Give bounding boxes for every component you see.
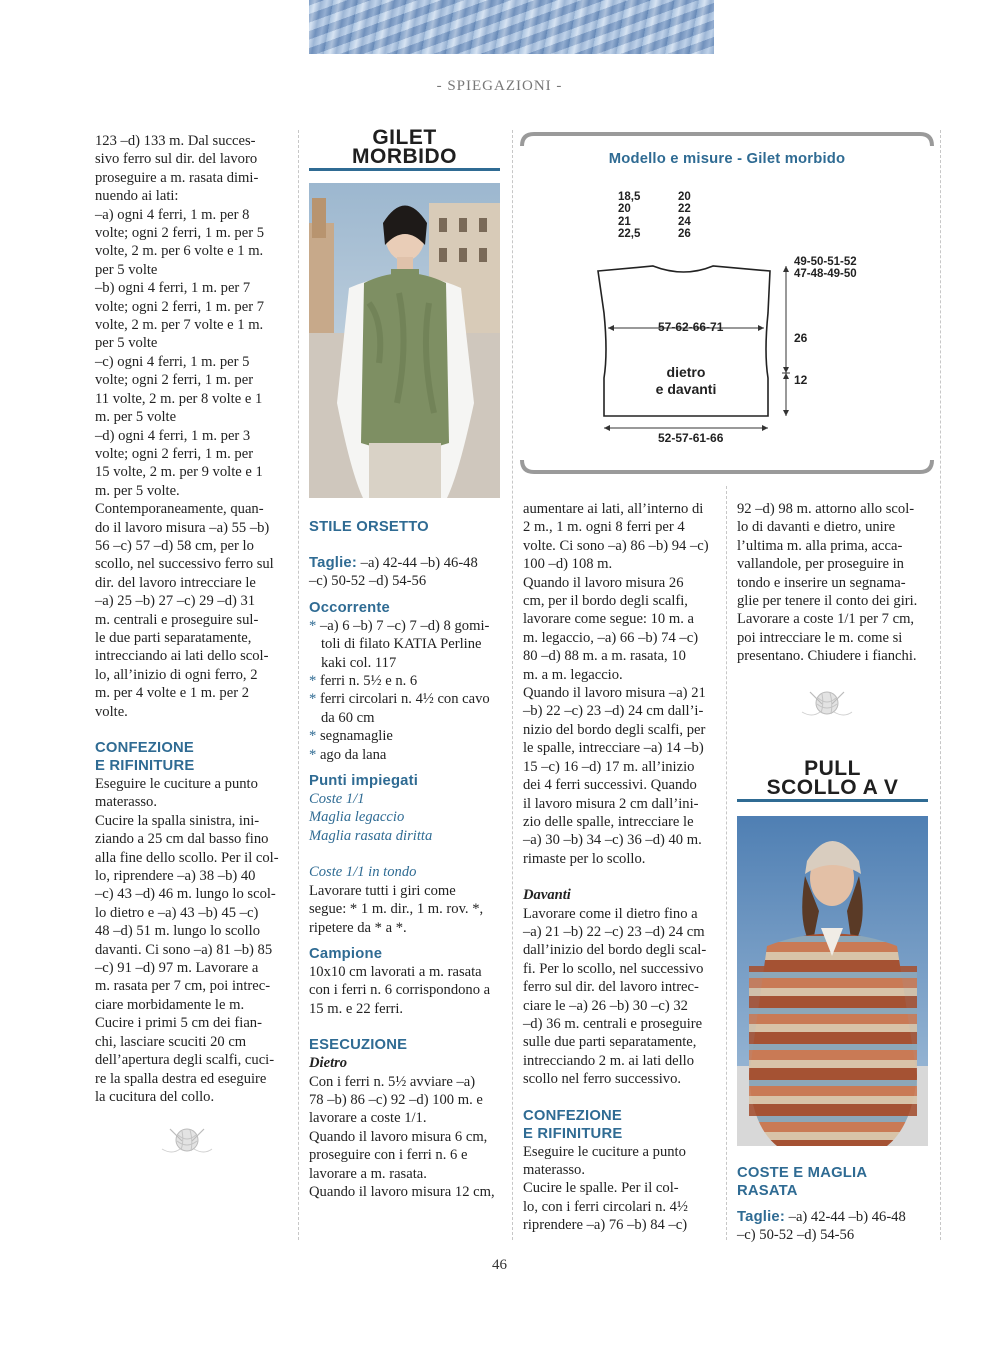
text-line: volte; ogni 2 ferri, 1 m. per: [95, 445, 254, 462]
taglie-value: –a) 42-44 –b) 46-48: [357, 555, 478, 571]
text-line: 11 volte, 2 m. per 8 volte e 1: [95, 390, 263, 407]
bottom-height-label: 12: [794, 373, 808, 387]
confezione-heading: [95, 739, 286, 775]
bottom-width-label: 52-57-61-66: [658, 431, 724, 445]
text-line: lavorare a m. rasata.: [309, 1165, 427, 1182]
text-line: l’ultima m. alla prima, acca-: [737, 537, 903, 554]
column-4: [737, 500, 928, 666]
text-line: lo, all’inizio di ogni ferro, 2: [95, 666, 258, 683]
text-line: la cucitura del collo.: [95, 1088, 215, 1105]
title-line: GILET: [372, 126, 437, 149]
text-line: materasso.: [95, 794, 158, 811]
text-line: m. per 4 volte e 1 m. per 2: [95, 685, 250, 702]
occorrente-item: [309, 746, 500, 764]
col3-confezione-text: [523, 1143, 714, 1235]
armhole-height-label: 26: [794, 331, 808, 345]
text-line: volte. Ci sono –a) 86 –b) 94 –c): [523, 537, 709, 554]
confezione-heading-line: CONFEZIONE: [95, 740, 195, 756]
pull-photo: [737, 816, 928, 1146]
text-line: re la spalla destra ed eseguire: [95, 1070, 267, 1087]
text-line: 80 –d) 88 m. a m. rasata, 10: [523, 648, 686, 665]
text-line: Quando il lavoro misura 12 cm,: [309, 1183, 495, 1200]
occorrente-heading: Occorrente: [309, 599, 390, 616]
text-line: dir. del lavoro intrecciare le: [95, 574, 256, 591]
text-line: sivo ferro sul dir. del lavoro: [95, 151, 258, 168]
yarn-ball-icon: [160, 1125, 214, 1155]
text-line: nuendo ai lati:: [95, 188, 179, 205]
davanti-text: [523, 905, 714, 1089]
style-heading: STILE ORSETTO: [309, 519, 429, 535]
taglie-label: Taglie:: [309, 555, 357, 571]
text-line: –d) 36 m. centrali e proseguire: [523, 1015, 703, 1032]
piece-label-line: e davanti: [655, 381, 717, 397]
size-diagram: [518, 128, 936, 478]
piece-label-line: dietro: [666, 364, 706, 380]
text-line: segue: * 1 m. dir., 1 m. rov. *,: [309, 901, 484, 918]
text-line: –a) 21 –b) 22 –c) 23 –d) 24 cm: [523, 923, 705, 940]
coste-text: [309, 882, 500, 937]
text-line: m. legaccio, –a) 66 –b) 74 –c): [523, 629, 699, 646]
dietro-text: [309, 1073, 500, 1202]
text-line: Lavorare come il dietro fino a: [523, 905, 698, 922]
text-line: 22,5: [618, 227, 641, 240]
text-line: intrecciando 2 m. ai lati dello: [523, 1052, 695, 1069]
text-line: 100 –d) 108 m.: [523, 556, 613, 573]
taglie-value: –a) 42-44 –b) 46-48: [785, 1209, 906, 1225]
occorrente-list: [309, 617, 500, 764]
davanti-heading: Davanti: [523, 887, 571, 904]
section-label: - SPIEGAZIONI -: [436, 78, 563, 94]
title-underline: [737, 799, 928, 802]
punti-heading: Punti impiegati: [309, 773, 419, 790]
text-line: 15 –c) 16 –d) 17 m. all’inizio: [523, 758, 695, 775]
text-line: volte; ogni 2 ferri, 1 m. per: [95, 372, 254, 389]
text-line: rimaste per lo scollo.: [523, 850, 646, 867]
text-line: –c) 91 –d) 97 m. Lavorare a: [95, 960, 259, 977]
occorrente-text: ferri circolari n. 4½ con cavo da 60 cm: [319, 691, 490, 726]
page-number: 46: [492, 1257, 507, 1273]
text-line: 78 –b) 86 –c) 92 –d) 100 m. e: [309, 1091, 483, 1108]
col1-confezione-text: [95, 775, 286, 1106]
gilet-title: [309, 128, 500, 166]
text-line: scollo, nel successivo ferro sul: [95, 556, 274, 573]
text-line: m. centrali e proseguire sul-: [95, 611, 259, 628]
total-length-labels: [794, 256, 857, 281]
text-line: –a) 25 –b) 27 –c) 29 –d) 31: [95, 593, 256, 610]
length-label: 47-48-49-50: [794, 268, 857, 281]
text-line: presentano. Chiudere i fianchi.: [737, 648, 917, 665]
confezione-heading-line: E RIFINITURE: [523, 1125, 623, 1142]
campione-text: [309, 963, 500, 1018]
text-line: dei 4 ferri successivi. Quando: [523, 777, 697, 794]
column-divider: [512, 130, 513, 1240]
title-underline: [309, 168, 500, 171]
text-line: ripetere da * a *.: [309, 919, 407, 936]
text-line: m. per 5 volte.: [95, 482, 180, 499]
text-line: 18,5: [618, 191, 641, 203]
column-2: [309, 518, 500, 1201]
text-line: Cucire le spalle. Per il col-: [523, 1180, 679, 1197]
text-line: –a) 30 –b) 34 –c) 36 –d) 40 m.: [523, 832, 702, 849]
text-line: volte.: [95, 703, 128, 720]
yarn-ball-icon: [800, 688, 854, 718]
text-line: scollo nel ferro successivo.: [523, 1071, 682, 1088]
taglie-value: –c) 50-52 –d) 54-56: [309, 573, 427, 590]
text-line: lo dietro e –a) 43 –b) 45 –c): [95, 904, 259, 921]
occorrente-item: [309, 672, 500, 690]
text-line: –b) ogni 4 ferri, 1 m. per 7: [95, 280, 251, 297]
text-line: poi intrecciare le m. come si: [737, 629, 903, 646]
confezione-heading-line: E RIFINITURE: [95, 758, 195, 774]
text-line: lo, riprendere –a) 38 –b) 40: [95, 868, 256, 885]
text-line: proseguire con i ferri n. 6 e: [309, 1147, 468, 1164]
column-4-specs: [737, 1164, 928, 1245]
confezione-heading-2: [523, 1107, 714, 1143]
text-line: Quando il lavoro misura –a) 21: [523, 685, 706, 702]
punto-item: Maglia rasata diritta: [309, 827, 433, 844]
text-line: ciare morbidamente le m.: [95, 996, 245, 1013]
column-3: [523, 500, 714, 1235]
text-line: Eseguire le cuciture a punto: [523, 1143, 686, 1160]
text-line: –a) ogni 4 ferri, 1 m. per 8: [95, 206, 250, 223]
text-line: 20: [678, 191, 691, 203]
col4-instructions: [737, 500, 928, 666]
column-divider: [726, 486, 727, 1240]
esecuzione-heading: ESECUZIONE: [309, 1037, 408, 1054]
text-line: 22: [678, 203, 691, 216]
text-line: volte, 2 m. per 6 volte e 1 m.: [95, 243, 264, 260]
text-line: 24: [678, 215, 691, 228]
text-line: 15 m. e 22 ferri.: [309, 1000, 404, 1017]
column-1: [95, 132, 286, 1106]
taglie: [309, 554, 500, 572]
column-divider: [940, 130, 941, 1240]
text-line: lo di davanti e dietro, unire: [737, 519, 896, 536]
occorrente-text: –a) 6 –b) 7 –c) 7 –d) 8 gomi- toli di filato KATIA Perline kaki col. 117: [319, 617, 490, 671]
title-line: MORBIDO: [352, 145, 457, 168]
text-line: volte; ogni 2 ferri, 1 m. per 5: [95, 225, 265, 242]
text-line: Lavorare tutti i giri come: [309, 882, 456, 899]
occorrente-text: segnamaglie: [319, 728, 393, 745]
text-line: ziando a 25 cm dal basso fino: [95, 831, 269, 848]
text-line: riprendere –a) 76 –b) 84 –c): [523, 1217, 688, 1234]
text-line: con i ferri n. 6 corrispondono a: [309, 982, 491, 999]
text-line: Con i ferri n. 5½ avviare –a): [309, 1073, 476, 1090]
text-line: Contemporaneamente, quan-: [95, 501, 264, 518]
knit-texture-banner: [309, 0, 714, 54]
bullet-icon: *: [309, 617, 320, 634]
piece-label: [636, 364, 736, 398]
text-line: fi. Per lo scollo, nel successivo: [523, 960, 704, 977]
text-line: sulle due parti separatamente,: [523, 1034, 697, 1051]
text-line: m. a m. legaccio.: [523, 666, 623, 683]
text-line: per 5 volte: [95, 335, 158, 352]
text-line: davanti. Ci sono –a) 81 –b) 85: [95, 941, 273, 958]
text-line: 26: [678, 227, 691, 240]
bullet-icon: *: [309, 673, 320, 690]
text-line: vallandole, per proseguire in: [737, 556, 904, 573]
campione-heading: Campione: [309, 945, 383, 962]
style-heading: COSTE E MAGLIA RASATA: [737, 1165, 867, 1199]
text-line: 92 –d) 98 m. attorno allo scol-: [737, 501, 915, 517]
text-line: cm, per il bordo degli scalfi,: [523, 593, 688, 610]
text-line: 15 volte, 2 m. per 9 volte e 1: [95, 464, 263, 481]
punto-item: Coste 1/1: [309, 791, 365, 808]
col3-instructions: [523, 500, 714, 868]
text-line: –b) 22 –c) 23 –d) 24 cm dall’i-: [523, 703, 704, 720]
occorrente-item: [309, 727, 500, 745]
text-line: 10x10 cm lavorati a m. rasata: [309, 963, 482, 980]
text-line: Cucire la spalla sinistra, ini-: [95, 812, 260, 829]
text-line: do il lavoro misura –a) 55 –b): [95, 519, 270, 536]
neck-width-labels: [678, 191, 691, 240]
coste-heading: Coste 1/1 in tondo: [309, 864, 417, 881]
text-line: Quando il lavoro misura 26: [523, 574, 684, 591]
text-line: 56 –c) 57 –d) 58 cm, per lo: [95, 537, 254, 554]
bullet-icon: *: [309, 691, 320, 708]
title-line: SCOLLO A V: [766, 776, 899, 799]
text-line: le spalle, intrecciare –a) 14 –b): [523, 740, 704, 757]
text-line: Cucire i primi 5 cm dei fian-: [95, 1015, 262, 1032]
text-line: ciare le –a) 26 –b) 30 –c) 32: [523, 997, 688, 1014]
text-line: dall’inizio del bordo degli scal-: [523, 942, 707, 959]
text-line: chi, lasciare scuciti 20 cm: [95, 1033, 247, 1050]
chest-width-label: 57-62-66-71: [658, 320, 724, 334]
length-label: 49-50-51-52: [794, 256, 857, 268]
text-line: 20: [618, 203, 631, 216]
taglie-label: Taglie:: [737, 1209, 785, 1225]
dietro-heading: Dietro: [309, 1055, 348, 1072]
bullet-icon: *: [309, 746, 320, 763]
text-line: 123 –d) 133 m. Dal succes-: [95, 133, 256, 149]
occorrente-item: [309, 617, 500, 672]
text-line: 2 m., 1 m. ogni 8 ferri per 4: [523, 519, 685, 536]
text-line: per 5 volte: [95, 261, 158, 278]
text-line: lo, con i ferri circolari n. 4½: [523, 1198, 688, 1215]
text-line: volte, 2 m. per 7 volte e 1 m.: [95, 317, 264, 334]
col1-instructions: [95, 132, 286, 721]
diagram-title: Modello e misure - Gilet morbido: [608, 151, 846, 167]
text-line: intrecciando ai lati dello scol-: [95, 648, 269, 665]
occorrente-item: [309, 690, 500, 727]
column-divider: [298, 130, 299, 1240]
text-line: le due parti separatamente,: [95, 629, 252, 646]
text-line: tondo e inserire un segnama-: [737, 574, 906, 591]
text-line: nizio del bordo degli scalfi, per: [523, 721, 706, 738]
punto-item: Maglia legaccio: [309, 809, 405, 826]
text-line: dell’apertura degli scalfi, cuci-: [95, 1052, 275, 1069]
text-line: aumentare ai lati, all’interno di: [523, 501, 704, 517]
text-line: volte; ogni 2 ferri, 1 m. per 7: [95, 298, 265, 315]
text-line: ferro sul dir. del lavoro intrec-: [523, 979, 699, 996]
text-line: 48 –d) 51 m. lungo lo scollo: [95, 923, 260, 940]
gilet-photo: [309, 183, 500, 498]
text-line: alla fine dello scollo. Per il col-: [95, 849, 279, 866]
pull-title: [737, 759, 928, 797]
text-line: 21: [618, 215, 631, 228]
text-line: il lavoro misura 2 cm dall’ini-: [523, 795, 699, 812]
text-line: m. per 5 volte: [95, 409, 177, 426]
text-line: materasso.: [523, 1162, 586, 1178]
text-line: lavorare come segue: 10 m. a: [523, 611, 694, 628]
bullet-icon: *: [309, 728, 320, 745]
text-line: lavorare a coste 1/1.: [309, 1110, 427, 1127]
text-line: –c) ogni 4 ferri, 1 m. per 5: [95, 353, 250, 370]
punti-list: [309, 790, 500, 845]
text-line: Quando il lavoro misura 6 cm,: [309, 1128, 488, 1145]
text-line: Eseguire le cuciture a punto: [95, 776, 258, 792]
occorrente-text: ago da lana: [319, 746, 387, 763]
text-line: Lavorare a coste 1/1 per 7 cm,: [737, 611, 915, 628]
text-line: –d) ogni 4 ferri, 1 m. per 3: [95, 427, 251, 444]
text-line: –c) 43 –d) 46 m. lungo lo scol-: [95, 886, 276, 903]
occorrente-text: ferri n. 5½ e n. 6: [319, 673, 418, 690]
text-line: m. rasata per 7 cm, poi intrec-: [95, 978, 271, 995]
text-line: zio delle spalle, intrecciare le: [523, 813, 694, 830]
shoulder-width-labels: [618, 191, 640, 240]
text-line: glie per tenere il conto dei giri.: [737, 593, 918, 610]
confezione-heading-line: CONFEZIONE: [523, 1107, 623, 1124]
title-line: PULL: [804, 757, 861, 780]
taglie: [737, 1208, 928, 1226]
taglie-value: –c) 50-52 –d) 54-56: [737, 1227, 855, 1244]
text-line: proseguire a m. rasata dimi-: [95, 169, 259, 186]
